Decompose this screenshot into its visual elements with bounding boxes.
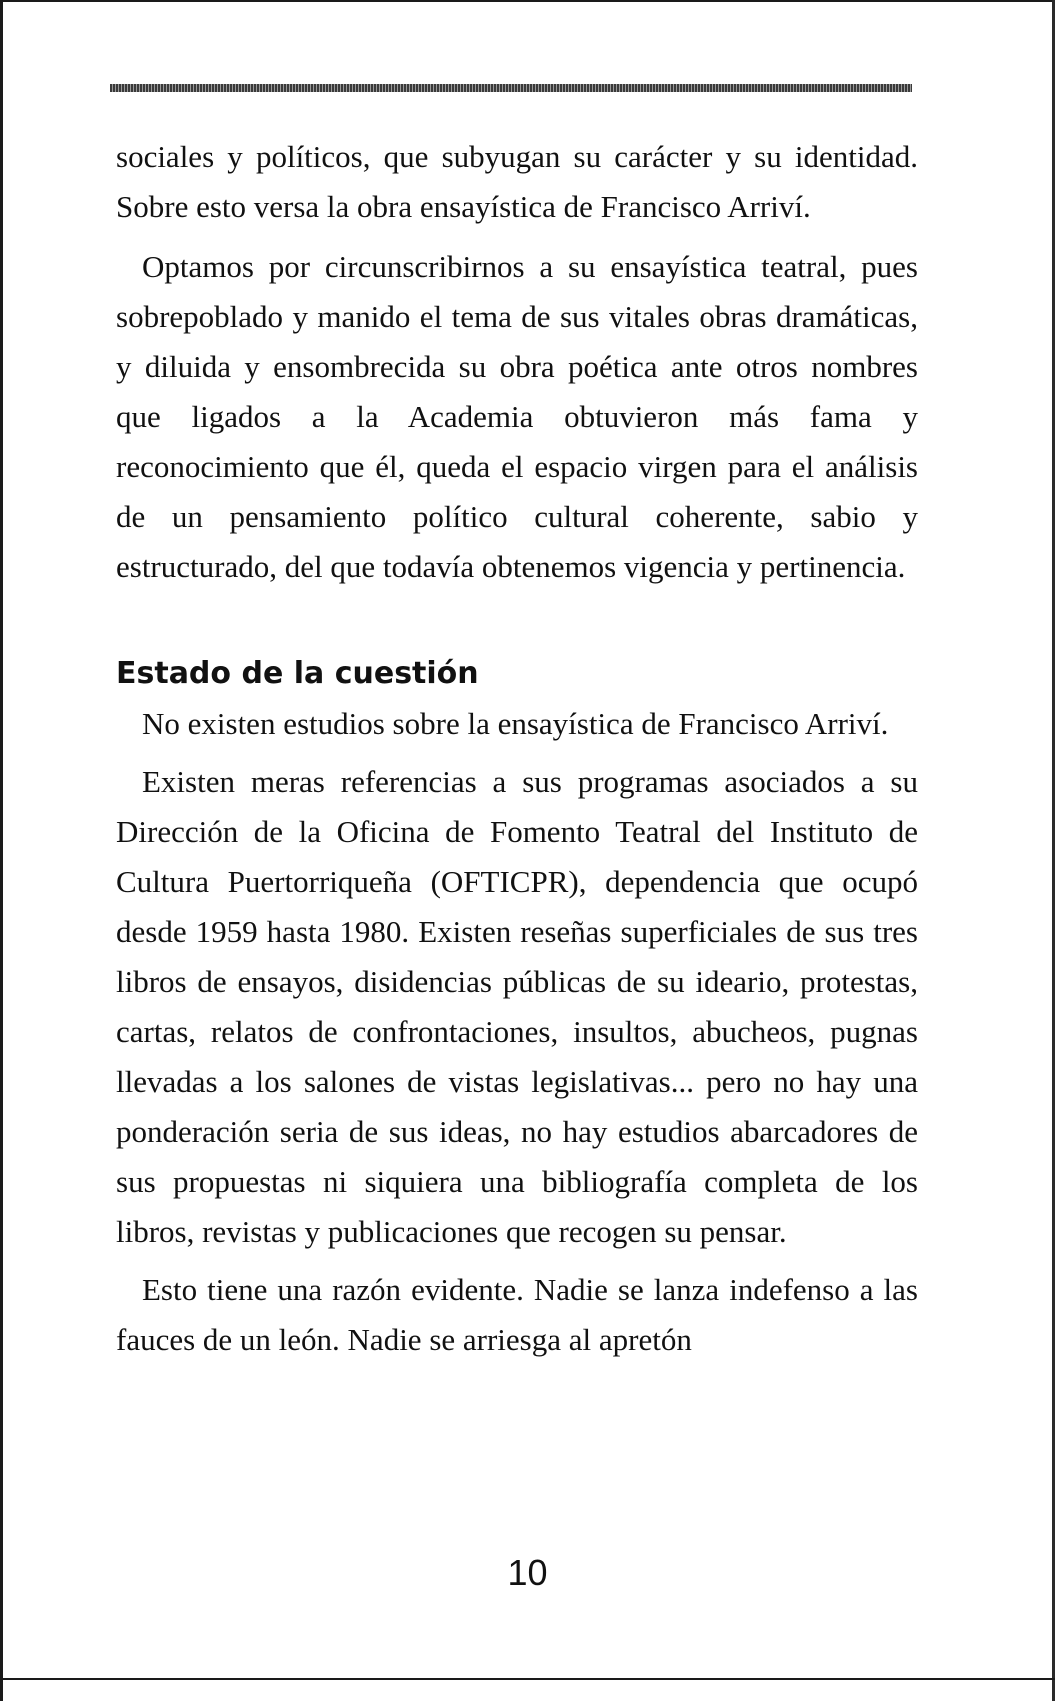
paragraph-optamos: Optamos por circunscribirnos a su ensayística teatral, pues sobrepoblado y manido el tema de sus vitales obras dramáticas, y diluida y ensombrecida su obra poética ante otros nombres que ligados a la Academia obtuvieron más fama y reconocimiento que él, queda el espacio virgen para el análisis de un pensamiento político cultural coherente, sabio y estructurado, del que todavía obtenemos vigencia y pertinencia.: [116, 249, 918, 584]
scan-left-border: [0, 0, 3, 1701]
page-number: 10: [507, 1552, 548, 1593]
section-heading: Estado de la cuestión: [116, 656, 479, 691]
scan-top-border: [0, 0, 1055, 2]
scan-bottom-border: [0, 1678, 1055, 1680]
paragraph-razon-evidente: Esto tiene una razón evidente. Nadie se lanza indefenso a las fauces de un león. Nadie se arriesga al apretón: [116, 1272, 918, 1357]
page-body: [116, 132, 918, 1365]
header-rule: [110, 84, 912, 92]
paragraph-continuation: sociales y políticos, que subyugan su carácter y su identidad. Sobre esto versa la obra ensayística de Francisco Arriví.: [116, 139, 918, 224]
paragraph-existen-meras: Existen meras referencias a sus programas asociados a su Dirección de la Oficina de Fomento Teatral del Instituto de Cultura Puertorriqueña (OFTICPR), dependencia que ocupó desde 1959 hasta 1980. Existen reseñas superficiales de sus tres libros de ensayos, disidencias públicas de su ideario, protestas, cartas, relatos de confrontaciones, insultos, abucheos, pugnas llevadas a los salones de vistas legislativas... pero no hay una ponderación seria de sus ideas, no hay estudios abarcadores de sus propuestas ni siquiera una bibliografía completa de los libros, revistas y publicaciones que recogen su pensar.: [116, 764, 918, 1249]
paragraph-no-existen: No existen estudios sobre la ensayística de Francisco Arriví.: [142, 706, 889, 741]
